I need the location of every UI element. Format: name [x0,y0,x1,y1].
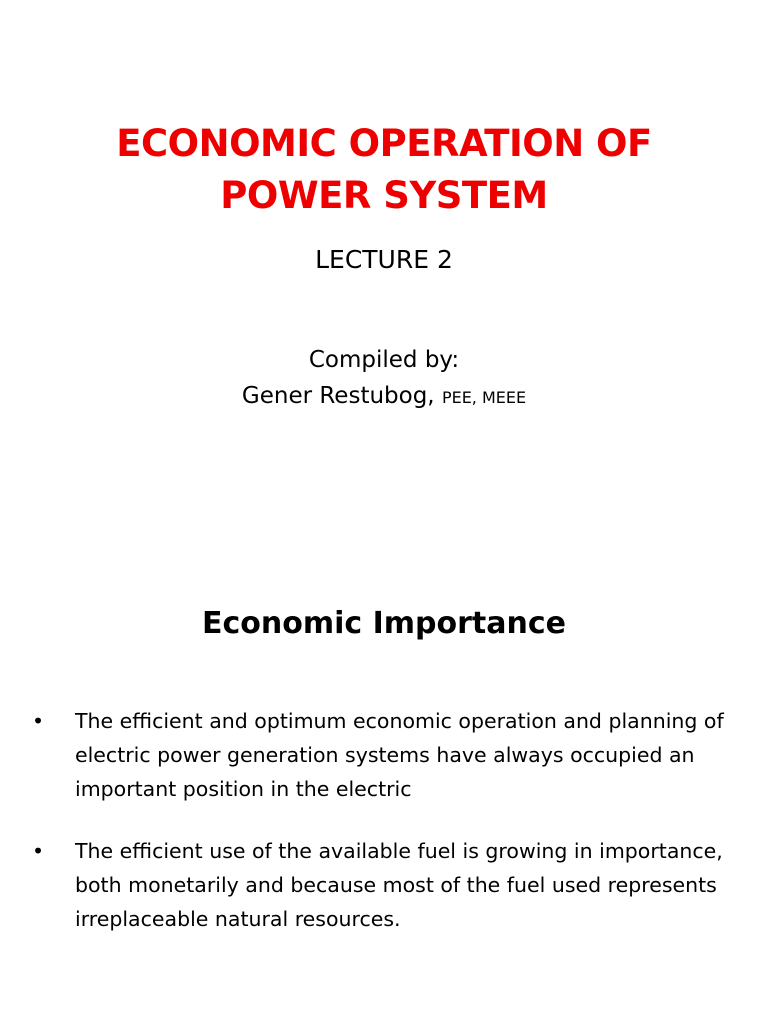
content-slide [0,512,768,1024]
compiled-by-label: Compiled by: [308,347,460,373]
bullet-list [28,704,728,964]
author-name: Gener Restubog, [241,383,435,409]
title-line-1: ECONOMIC OPERATION OF [116,122,652,165]
section-heading: Economic Importance [202,606,566,641]
title-line-2: POWER SYSTEM [220,174,548,217]
bullet-item-2 [28,834,728,936]
lecture-subtitle: LECTURE 2 [315,245,453,274]
bullet-text: The efficient use of the available fuel is growing in importance, both monetarily and because most of the fuel used represents irreplaceable natural resources. [75,839,723,931]
bullet-marker: • [31,709,45,733]
presentation-title [0,118,768,222]
bullet-marker: • [31,839,45,863]
bullet-text: The efficient and optimum economic operation and planning of electric power generation systems have always occupied an important position in the electric [75,709,724,801]
author-credentials: PEE, MEEE [441,388,527,407]
bullet-item-1 [28,704,728,806]
compiled-by-block [0,342,768,416]
author-line [0,378,768,416]
